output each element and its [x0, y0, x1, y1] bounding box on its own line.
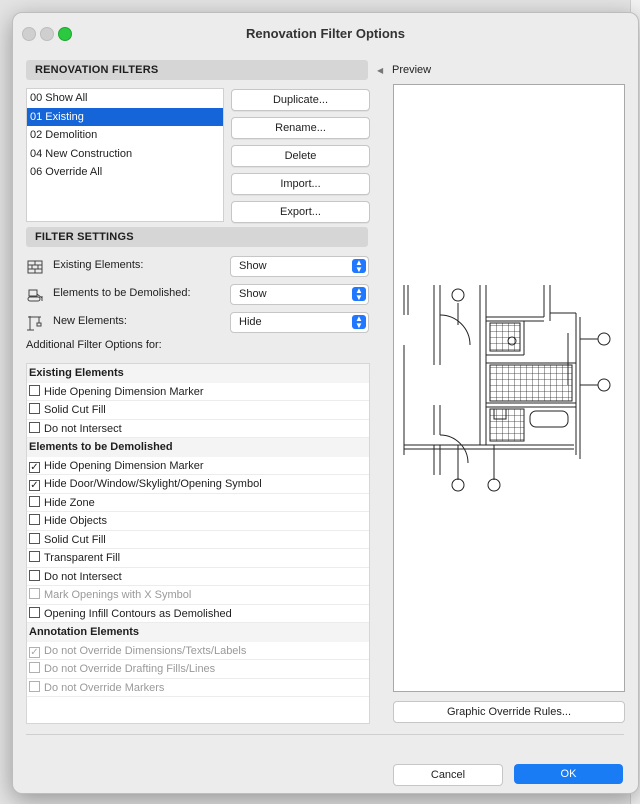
option-label: Hide Zone	[44, 496, 95, 509]
existing-elements-select[interactable]	[230, 256, 369, 277]
option-demo-do-not-intersect[interactable]	[27, 568, 369, 587]
chevron-updown-icon: ▲ ▼	[352, 315, 366, 329]
demolished-elements-value: Show	[239, 288, 267, 300]
checkbox[interactable]	[29, 422, 40, 433]
option-existing-do-not-intersect[interactable]	[27, 420, 369, 439]
checkbox[interactable]	[29, 496, 40, 507]
additional-options-label: Additional Filter Options for:	[26, 339, 162, 351]
crane-icon	[26, 314, 44, 332]
option-demo-hide-objects[interactable]	[27, 512, 369, 531]
rename-button[interactable]: Rename...	[231, 117, 370, 139]
option-label: Hide Opening Dimension Marker	[44, 459, 204, 472]
demolished-elements-label: Elements to be Demolished:	[53, 287, 191, 299]
demolished-elements-select[interactable]	[230, 284, 369, 305]
preview-pane	[393, 84, 625, 692]
option-demo-solid-cut-fill[interactable]	[27, 531, 369, 550]
footer-divider	[26, 734, 624, 735]
option-label: Transparent Fill	[44, 552, 121, 564]
checkbox-checked-disabled: ✓	[30, 646, 39, 658]
checkbox[interactable]	[29, 403, 40, 414]
option-group-annotation: Annotation Elements	[27, 623, 369, 642]
chevron-updown-icon: ▲ ▼	[352, 259, 366, 273]
option-group-demolished: Elements to be Demolished	[27, 438, 369, 457]
option-demo-hide-dimension-marker[interactable]	[27, 457, 369, 476]
option-label: Hide Door/Window/Skylight/Opening Symbol	[44, 478, 262, 490]
filter-item-show-all[interactable]: 00 Show All	[30, 92, 88, 104]
option-label: Do not Override Markers	[44, 681, 165, 694]
floor-plan-preview	[394, 85, 624, 691]
option-label: Mark Openings with X Symbol	[44, 589, 192, 601]
option-label: Do not Override Drafting Fills/Lines	[44, 663, 216, 675]
filter-item-existing[interactable]: 01 Existing	[27, 108, 223, 127]
preview-label: Preview	[392, 64, 432, 76]
option-label: Do not Intersect	[44, 570, 122, 583]
renovation-filters-header: RENOVATION FILTERS	[26, 60, 368, 80]
new-elements-label: New Elements:	[53, 315, 127, 327]
option-annot-dimensions	[27, 642, 369, 661]
filter-item-demolition[interactable]: 02 Demolition	[30, 129, 98, 141]
chevron-updown-icon: ▲ ▼	[352, 287, 366, 301]
option-demo-hide-opening-symbol[interactable]	[27, 475, 369, 494]
checkbox[interactable]	[29, 551, 40, 562]
option-group-existing: Existing Elements	[27, 364, 369, 383]
filter-item-new-construction[interactable]: 04 New Construction	[30, 147, 133, 160]
new-elements-select[interactable]	[230, 312, 369, 333]
renovation-filter-dialog	[12, 12, 639, 794]
delete-button[interactable]: Delete	[231, 145, 370, 167]
option-existing-hide-dimension-marker[interactable]	[27, 383, 369, 402]
option-annot-drafting-fills	[27, 660, 369, 679]
collapse-arrow-icon[interactable]: ◀	[377, 66, 384, 75]
option-label: Solid Cut Fill	[44, 404, 106, 416]
existing-elements-value: Show	[239, 260, 267, 272]
filter-options-list	[26, 363, 370, 724]
option-label: Solid Cut Fill	[44, 533, 106, 546]
checkbox[interactable]	[29, 514, 40, 525]
filter-list[interactable]	[26, 88, 224, 222]
new-elements-value: Hide	[239, 316, 262, 328]
option-label: Do not Override Dimensions/Texts/Labels	[44, 644, 247, 657]
option-label: Hide Opening Dimension Marker	[44, 385, 204, 398]
import-button[interactable]: Import...	[231, 173, 370, 195]
option-demo-mark-openings-x	[27, 586, 369, 605]
option-existing-solid-cut-fill[interactable]	[27, 401, 369, 420]
option-label: Hide Objects	[44, 515, 107, 527]
ok-button[interactable]: OK	[514, 764, 623, 784]
filter-item-override-all[interactable]: 06 Override All	[30, 166, 103, 178]
existing-elements-row	[26, 256, 368, 276]
existing-elements-label: Existing Elements:	[53, 259, 144, 271]
option-demo-infill-contours[interactable]	[27, 605, 369, 624]
graphic-override-rules-button[interactable]: Graphic Override Rules...	[393, 701, 625, 723]
checkbox[interactable]	[29, 607, 40, 618]
title-bar	[13, 13, 638, 53]
option-label: Opening Infill Contours as Demolished	[44, 607, 232, 620]
checkbox[interactable]	[29, 570, 40, 581]
export-button[interactable]: Export...	[231, 201, 370, 223]
window-title: Renovation Filter Options	[246, 26, 405, 41]
checkbox-disabled	[29, 662, 40, 673]
checkbox[interactable]	[29, 385, 40, 396]
brick-wall-icon	[26, 258, 44, 276]
option-label: Do not Intersect	[44, 422, 122, 435]
option-annot-markers	[27, 679, 369, 698]
checkbox-disabled	[29, 588, 40, 599]
checkbox-disabled	[29, 681, 40, 692]
checkbox-checked[interactable]: ✓	[30, 461, 39, 473]
option-demo-hide-zone[interactable]	[27, 494, 369, 513]
option-demo-transparent-fill[interactable]	[27, 549, 369, 568]
bulldozer-icon	[26, 286, 44, 304]
checkbox[interactable]	[29, 533, 40, 544]
cancel-button[interactable]: Cancel	[393, 764, 503, 786]
demolished-elements-row	[26, 284, 368, 304]
duplicate-button[interactable]: Duplicate...	[231, 89, 370, 111]
new-elements-row	[26, 312, 368, 332]
filter-settings-header: FILTER SETTINGS	[26, 227, 368, 247]
checkbox-checked[interactable]: ✓	[30, 480, 39, 491]
